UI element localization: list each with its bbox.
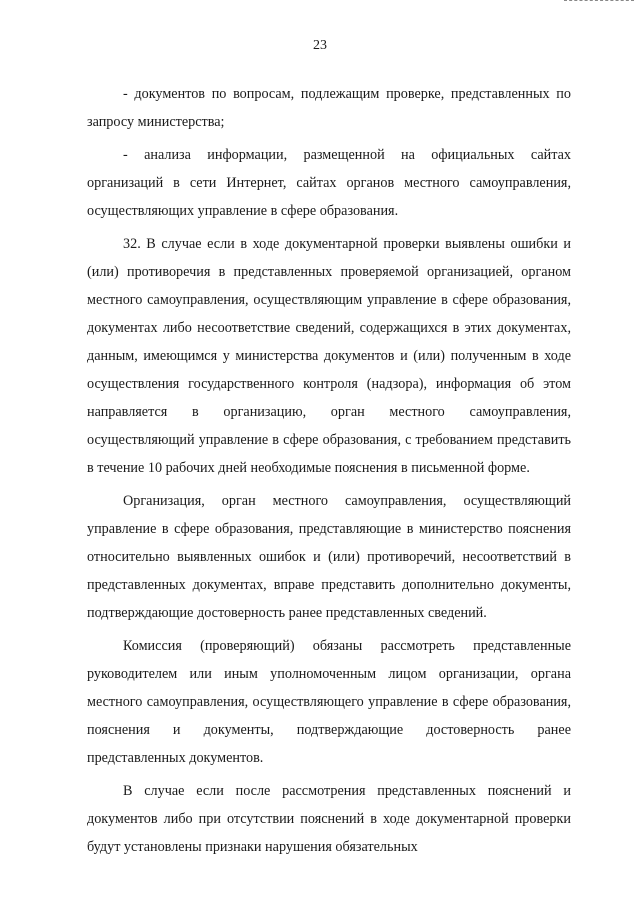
paragraph-6: В случае если после рассмотрения представленных пояснений и документов либо при отсутствии пояснений в ходе документарной проверки будут установлены признаки нарушения обязательных	[87, 783, 571, 855]
scan-edge-mark	[564, 0, 634, 5]
paragraph-3: 32. В случае если в ходе документарной проверки выявлены ошибки и (или) противоречия в представленных проверяемой организацией, органом местного самоуправления, осуществляющим управление в сфере образования, документах либо несоответствие сведений, содержащихся в этих документах, данным, имеющимся у министерства документов и (или) полученным в ходе осуществления государственного контроля (надзора), информация об этом направляется в организацию, орган местного самоуправления, осуществляющий управление в сфере образования, с требованием представить в течение 10 рабочих дней необходимые пояснения в письменной форме.	[87, 236, 571, 476]
paragraph-1: - документов по вопросам, подлежащим проверке, представленных по запросу министерства;	[87, 86, 571, 130]
paragraph-5: Комиссия (проверяющий) обязаны рассмотреть представленные руководителем или иным уполномоченным лицом организации, органа местного самоуправления, осуществляющего управление в сфере образования, пояснения и документы, подтверждающие достоверность ранее представленных документов.	[87, 638, 571, 766]
page-number: 23	[313, 38, 327, 53]
paragraph-4: Организация, орган местного самоуправления, осуществляющий управление в сфере образования, представляющие в министерство пояснения относительно выявленных ошибок и (или) противоречий, несоответствий в представленных документах, вправе представить дополнительно документы, подтверждающие достоверность ранее представленных сведений.	[87, 493, 571, 621]
paragraph-2: - анализа информации, размещенной на официальных сайтах организаций в сети Интернет, сайтах органов местного самоуправления, осуществляющих управление в сфере образования.	[87, 147, 571, 219]
document-body	[87, 80, 571, 866]
